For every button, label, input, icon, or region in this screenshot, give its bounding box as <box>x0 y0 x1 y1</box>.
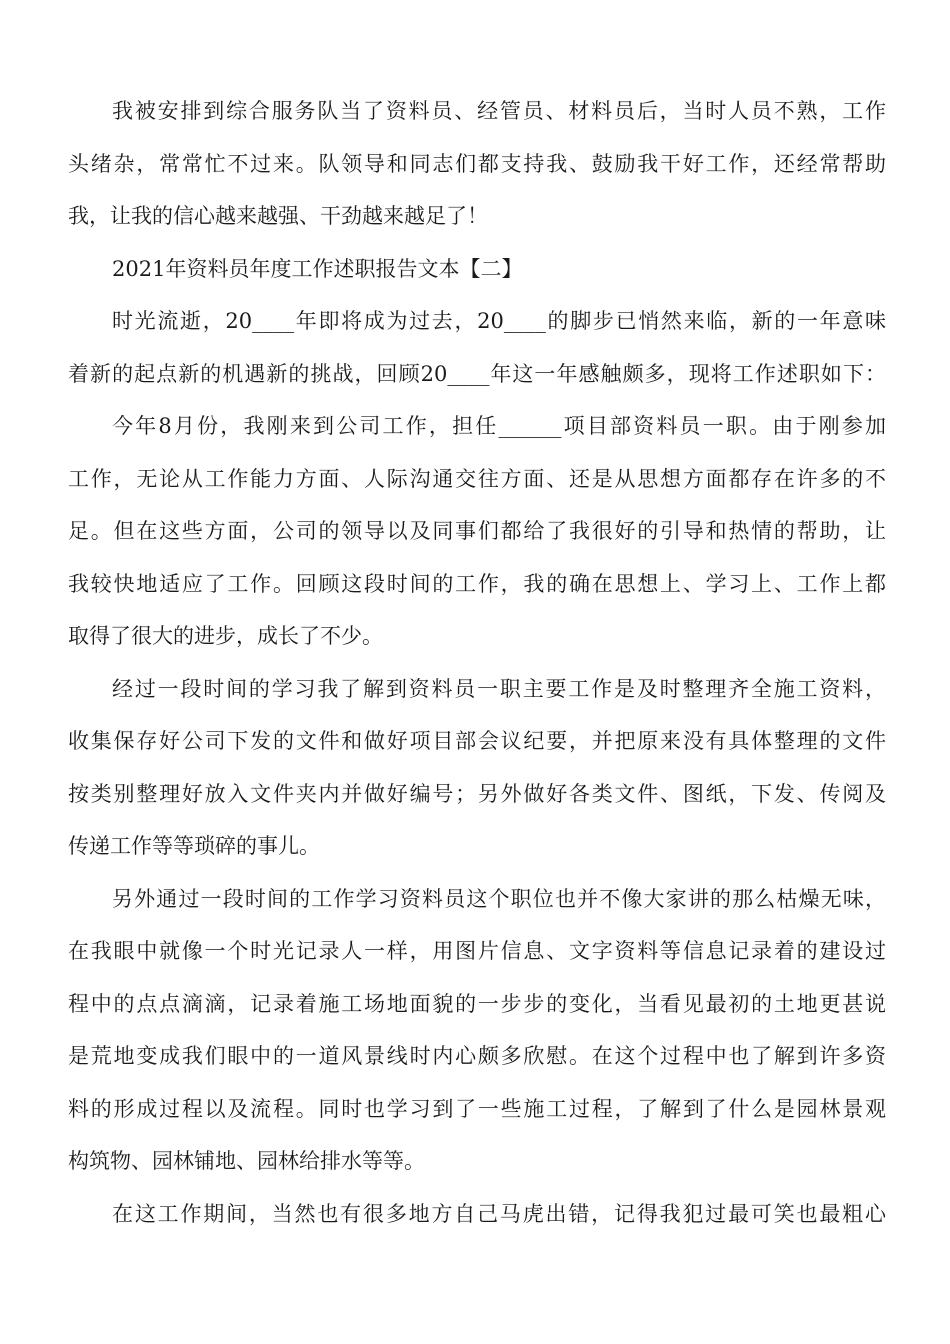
text-line: 在我眼中就像一个时光记录人一样，用图片信息、文字资料等信息记录着的建设过 <box>68 939 886 963</box>
text-line: 是荒地变成我们眼中的一道风景线时内心颇多欣慰。在这个过程中也了解到许多资 <box>68 1044 886 1068</box>
text-line: 我被安排到综合服务队当了资料员、经管员、材料员后，当时人员不熟，工作 <box>112 99 886 123</box>
text-line: 工作，无论从工作能力方面、人际沟通交往方面、还是从思想方面都存在许多的不 <box>68 466 886 491</box>
text-line: 足。但在这些方面，公司的领导以及同事们都给了我很好的引导和热情的帮助，让 <box>68 519 886 543</box>
text-line: 时光流逝，20____年即将成为过去，20____的脚步已悄然来临，新的一年意味 <box>112 309 886 333</box>
document-page <box>68 92 886 1247</box>
text-line: 按类别整理好放入文件夹内并做好编号；另外做好各类文件、图纸，下发、传阅及 <box>68 781 886 806</box>
text-line: 在这工作期间，当然也有很多地方自己马虎出错，记得我犯过最可笑也最粗心 <box>112 1201 886 1226</box>
text-line: 另外通过一段时间的工作学习资料员这个职位也并不像大家讲的那么枯燥无味， <box>112 886 886 911</box>
section-heading: 2021年资料员年度工作述职报告文本【二】 <box>112 256 523 281</box>
text-line: 今年8月份，我刚来到公司工作，担任______项目部资料员一职。由于刚参加 <box>112 414 886 438</box>
text-line: 收集保存好公司下发的文件和做好项目部会议纪要，并把原来没有具体整理的文件 <box>68 729 886 753</box>
text-line: 头绪杂，常常忙不过来。队领导和同志们都支持我、鼓励我干好工作，还经常帮助 <box>68 151 886 176</box>
text-line: 我，让我的信心越来越强、干劲越来越足了！ <box>68 204 488 228</box>
text-line: 料的形成过程以及流程。同时也学习到了一些施工过程，了解到了什么是园林景观 <box>68 1096 886 1121</box>
text-line: 着新的起点新的机遇新的挑战，回顾20____年这一年感触颇多，现将工作述职如下： <box>68 361 886 386</box>
text-line: 程中的点点滴滴，记录着施工场地面貌的一步步的变化，当看见最初的土地更甚说 <box>68 991 886 1016</box>
text-line: 我较快地适应了工作。回顾这段时间的工作，我的确在思想上、学习上、工作上都 <box>68 571 886 596</box>
text-line: 经过一段时间的学习我了解到资料员一职主要工作是及时整理齐全施工资料， <box>112 676 886 701</box>
text-line: 取得了很大的进步，成长了不少。 <box>68 624 383 648</box>
text-line: 传递工作等等琐碎的事儿。 <box>68 834 320 858</box>
text-line: 构筑物、园林铺地、园林给排水等等。 <box>68 1149 425 1173</box>
